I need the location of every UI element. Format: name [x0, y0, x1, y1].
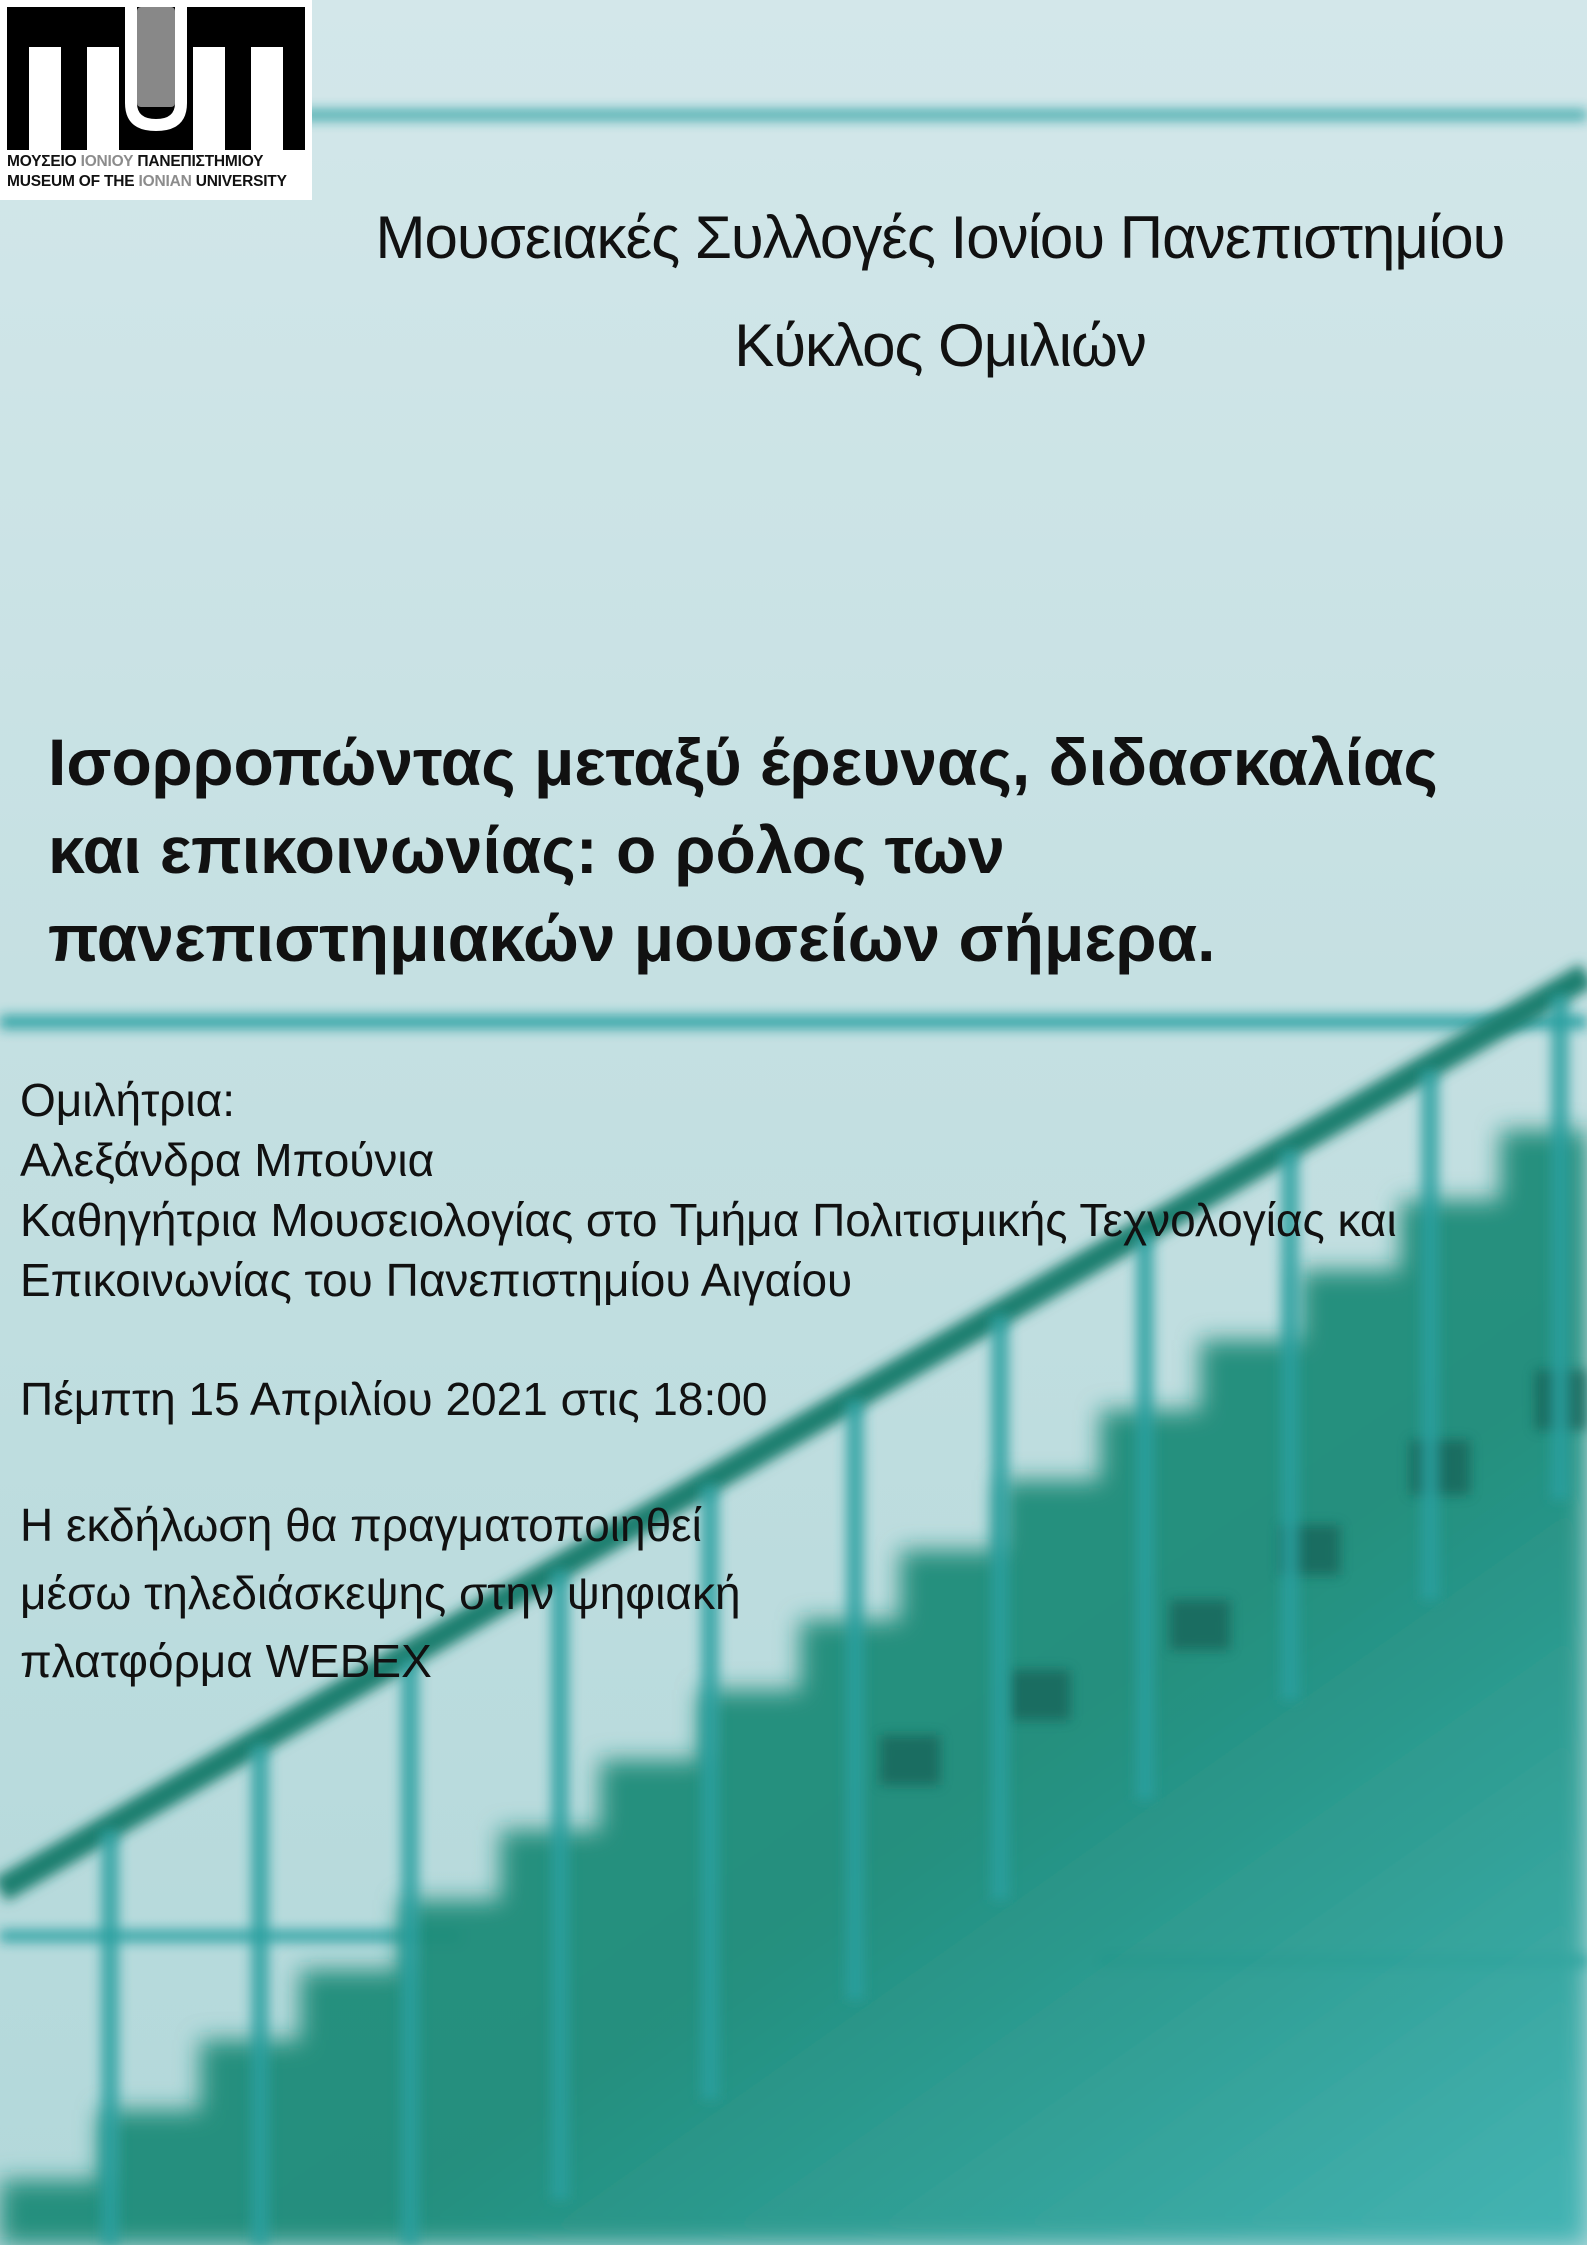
- speaker-role: Καθηγήτρια Μουσειολογίας στο Τμήμα Πολιτισμικής Τεχνολογίας και: [20, 1194, 1397, 1246]
- speaker-role: Επικοινωνίας του Πανεπιστημίου Αιγαίου: [20, 1254, 853, 1306]
- title-line: πανεπιστημιακών μουσείων σήμερα.: [48, 901, 1216, 975]
- event-note: [20, 1491, 1580, 1695]
- speaker-label: Ομιλήτρια:: [20, 1074, 236, 1126]
- lecture-title: [48, 718, 1548, 982]
- note-line: πλατφόρμα WEBEX: [20, 1635, 432, 1687]
- museum-logo: [0, 0, 312, 200]
- series-name: Κύκλος Ομιλιών: [734, 312, 1146, 379]
- museum-logo-mark: [7, 7, 305, 150]
- speaker-name: Αλεξάνδρα Μπούνια: [20, 1134, 435, 1186]
- speaker-info: [20, 1070, 1580, 1310]
- title-line: και επικοινωνίας: ο ρόλος των: [48, 813, 1005, 887]
- event-date: Πέμπτη 15 Απριλίου 2021 στις 18:00: [20, 1373, 768, 1425]
- note-line: μέσω τηλεδιάσκεψης στην ψηφιακή: [20, 1567, 741, 1619]
- title-line: Ισορροπώντας μεταξύ έρευνας, διδασκαλίας: [48, 725, 1438, 799]
- logo-english-text: MUSEUM OF THE IONIAN UNIVERSITY: [7, 173, 287, 190]
- logo-greek-text: ΜΟΥΣΕΙΟ ΙΟΝΙΟΥ ΠΑΝΕΠΙΣΤΗΜΙΟΥ: [7, 153, 264, 170]
- series-organizer: Μουσειακές Συλλογές Ιονίου Πανεπιστημίου: [375, 204, 1505, 271]
- note-line: Η εκδήλωση θα πραγματοποιηθεί: [20, 1499, 702, 1551]
